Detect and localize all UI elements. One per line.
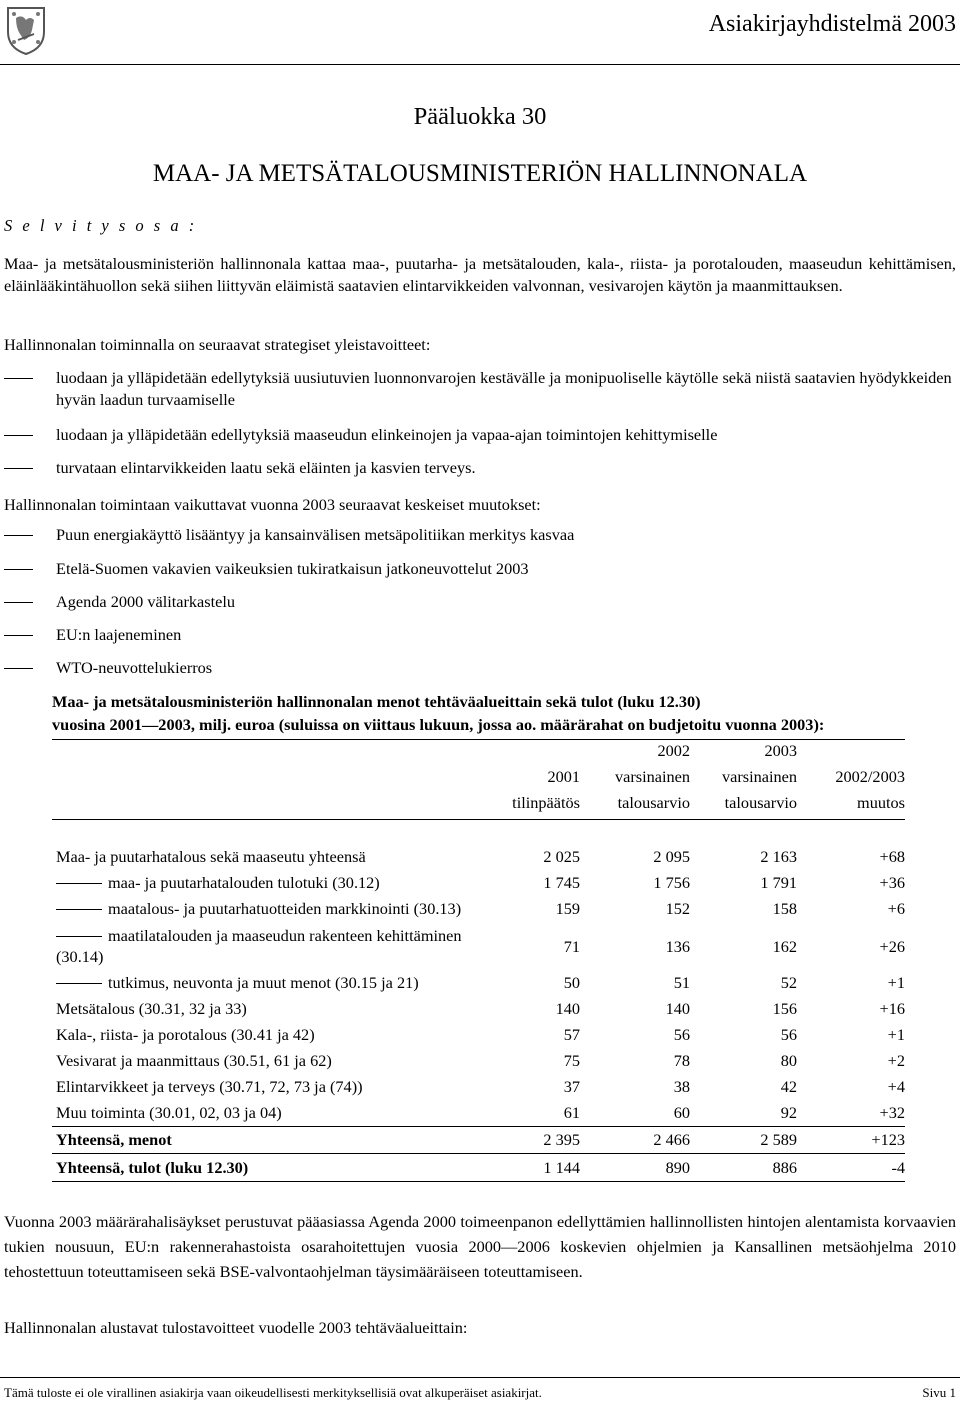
changes-title: Hallinnonalan toimintaan vaikuttavat vuonna 2003 seuraavat keskeiset muutokset: bbox=[4, 495, 541, 514]
intro-paragraph: Maa- ja metsätalousministeriön hallinnonala kattaa maa-, puutarha- ja metsätalouden, kala-, riista- ja porotalouden, maaseudun kehittämisen, eläinlääkintähuollon sekä siihen liittyvän eläimistä saatavien elintarvikkeiden valvonnan, vesivarojen käytön ja maanmittauksen. bbox=[4, 254, 956, 296]
change-item: Etelä-Suomen vakavien vaikeuksien tukiratkaisun jatkoneuvottelut 2003 bbox=[4, 558, 956, 580]
column-header: 2003 bbox=[764, 741, 797, 760]
page-number: Sivu 1 bbox=[922, 1385, 956, 1400]
coat-of-arms-icon bbox=[4, 4, 48, 56]
footer-disclaimer: Tämä tuloste ei ole virallinen asiakirja vaan oikeudellisesti merkityksellisiä ovat alkuperäiset asiakirjat. bbox=[4, 1385, 542, 1400]
table-title: Maa- ja metsätalousministeriön hallinnonalan menot tehtäväalueittain sekä tulot (luku 12.30) vuosina 2001—2003, milj. euroa (suluissa on viittaus lukuun, jossa ao. määrärahat on budjetoitu vuonna 2003): bbox=[52, 692, 825, 734]
column-header: 2001 bbox=[547, 767, 580, 786]
change-item: WTO-neuvottelukierros bbox=[4, 657, 956, 679]
goal-item: luodaan ja ylläpidetään edellytyksiä uusiutuvien luonnonvarojen kestävälle ja monipuoliselle käytölle sekä niistä saatavien hyödykkeiden hyvän laadun turvaamiselle bbox=[4, 367, 956, 411]
goals-title: Hallinnonalan toiminnalla on seuraavat strategiset yleistavoitteet: bbox=[4, 335, 431, 354]
header-divider bbox=[0, 64, 960, 65]
closing-paragraph: Vuonna 2003 määrärahalisäykset perustuvat pääasiassa Agenda 2000 toimeenpanon edellyttämien hallinnollisten hintojen alentamista korvaavien tukien nousuun, EU:n rakennerahastoista osarahoitettujen vuosia 2000—2006 koskevien ohjelmien ja Kansallinen metsäohjelma 2010 tehostettuun toteuttamiseen sekä BSE-valvontaohjelman täysimääräiseen toteuttamiseen. bbox=[4, 1212, 956, 1281]
document-name: Asiakirjayhdistelmä 2003 bbox=[708, 11, 956, 37]
column-header: talousarvio bbox=[617, 793, 690, 812]
column-header: 2002 bbox=[657, 741, 690, 760]
column-header: talousarvio bbox=[724, 793, 797, 812]
footer-divider bbox=[0, 1377, 960, 1378]
goal-item: luodaan ja ylläpidetään edellytyksiä maaseudun elinkeinojen ja vapaa-ajan toimintojen kehittymiselle bbox=[4, 424, 956, 446]
targets-title: Hallinnonalan alustavat tulostavoitteet vuodelle 2003 tehtäväalueittain: bbox=[4, 1318, 468, 1337]
ministry-title: MAA- JA METSÄTALOUSMINISTERIÖN HALLINNONALA bbox=[152, 160, 808, 187]
column-header: varsinainen bbox=[721, 767, 797, 786]
section-label: S e l v i t y s o s a : bbox=[4, 216, 198, 235]
column-header: varsinainen bbox=[614, 767, 690, 786]
goal-item: turvataan elintarvikkeiden laatu sekä eläinten ja kasvien terveys. bbox=[4, 457, 956, 479]
change-item: EU:n laajeneminen bbox=[4, 624, 956, 646]
column-header: tilinpäätös bbox=[512, 793, 580, 812]
column-header: 2002/2003 bbox=[835, 767, 905, 786]
main-class-title: Pääluokka 30 bbox=[413, 103, 547, 130]
change-item: Puun energiakäyttö lisääntyy ja kansainvälisen metsäpolitiikan merkitys kasvaa bbox=[4, 524, 956, 546]
change-item: Agenda 2000 välitarkastelu bbox=[4, 591, 956, 613]
column-header: muutos bbox=[857, 793, 905, 812]
